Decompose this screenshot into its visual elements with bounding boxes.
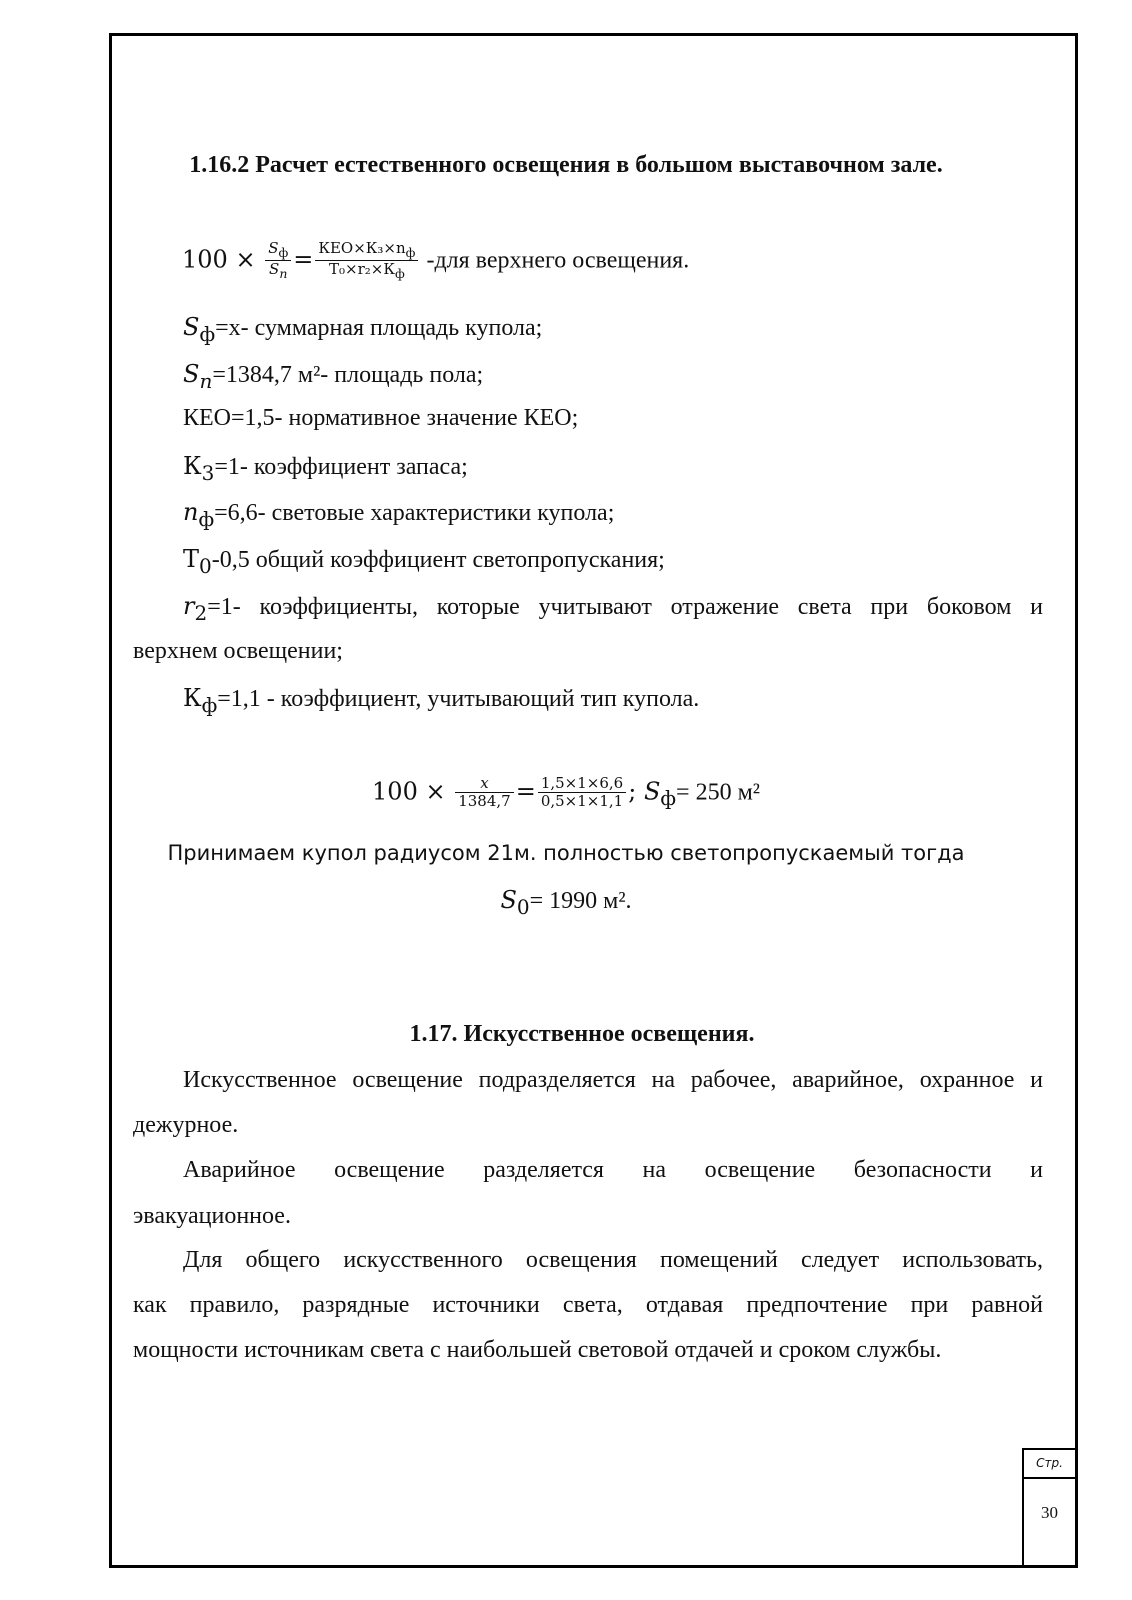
definition-sn: $S_n=1384,7$ м²- площадь пола; (183, 360, 484, 393)
page-label: Стр. (1024, 1450, 1075, 1479)
section-heading-1-16-2: 1.16.2 Расчет естественного освещения в большом выставочном зале. (189, 152, 943, 178)
definition-keo: КЕО=1,5- нормативное значение КЕО; (183, 405, 579, 431)
paragraph-1-line-2: дежурное. (133, 1112, 239, 1138)
definition-t0: $Т_0-0,5$ общий коэффициент светопропускания; (183, 545, 665, 578)
fraction-sf-sn: $\frac{S_ф}{S_n}$ (265, 240, 291, 282)
formula-main (182, 240, 689, 282)
definition-sf: $S_ф=x-$ суммарная площадь купола; (183, 313, 543, 346)
paragraph-3-line-1: Для общего искусственного освещения помещений следует использовать, (183, 1247, 1043, 1273)
paragraph-2-line-2: эвакуационное. (133, 1203, 291, 1229)
fraction-x: $\frac{x}{1384,7}$ (455, 775, 514, 811)
formula-lead: 100 × (182, 245, 256, 274)
definition-kz: $К_3=1-$ коэффициент запаса; (183, 452, 468, 485)
result-s0: $S_0= 1990$ м². (500, 886, 632, 919)
definition-nf: $n_ф=6,6-$ световые характеристики купола; (183, 498, 615, 531)
fraction-values: $\frac{1,5\times 1\times 6,6}{0,5\times 1\times 1,1}$ (538, 775, 626, 811)
paragraph-1-line-1: Искусственное освещение подразделяется на рабочее, аварийное, охранное и (183, 1067, 1043, 1093)
paragraph-3-line-2: как правило, разрядные источники света, отдавая предпочтение при равной (133, 1292, 1043, 1318)
page-number: 30 (1041, 1503, 1058, 1522)
formula-equals: = (293, 245, 314, 274)
formula-calc: 100 × $\frac{x}{1384,7}$ = $\frac{1,5\times 1\times 6,6}{0,5\times 1\times 1,1}$ ; $S_ф= 250$ м² (372, 774, 760, 811)
definition-kf: $К_ф=1,1$ - коэффициент, учитывающий тип купола. (183, 684, 700, 717)
page-number-stamp (1022, 1448, 1075, 1565)
accept-line: Принимаем купол радиусом 21м. полностью светопропускаемый тогда (167, 841, 965, 865)
paragraph-3-line-3: мощности источникам света с наибольшей световой отдачей и сроком службы. (133, 1337, 942, 1363)
formula-tail: -для верхнего освещения. (420, 247, 690, 274)
fraction-keo: $\frac{КЕО\times К_3\times n_ф}{Т_0\times r_2\times К_ф}$ (315, 240, 418, 282)
definition-r2-cont: верхнем освещении; (133, 638, 343, 664)
definition-r2: $r_2=1-$ коэффициенты, которые учитывают отражение света при боковом и (183, 592, 1043, 625)
section-heading-1-17: 1.17. Искусственное освещения. (409, 1021, 755, 1047)
paragraph-2-line-1: Аварийное освещение разделяется на освещение безопасности и (183, 1157, 1043, 1183)
